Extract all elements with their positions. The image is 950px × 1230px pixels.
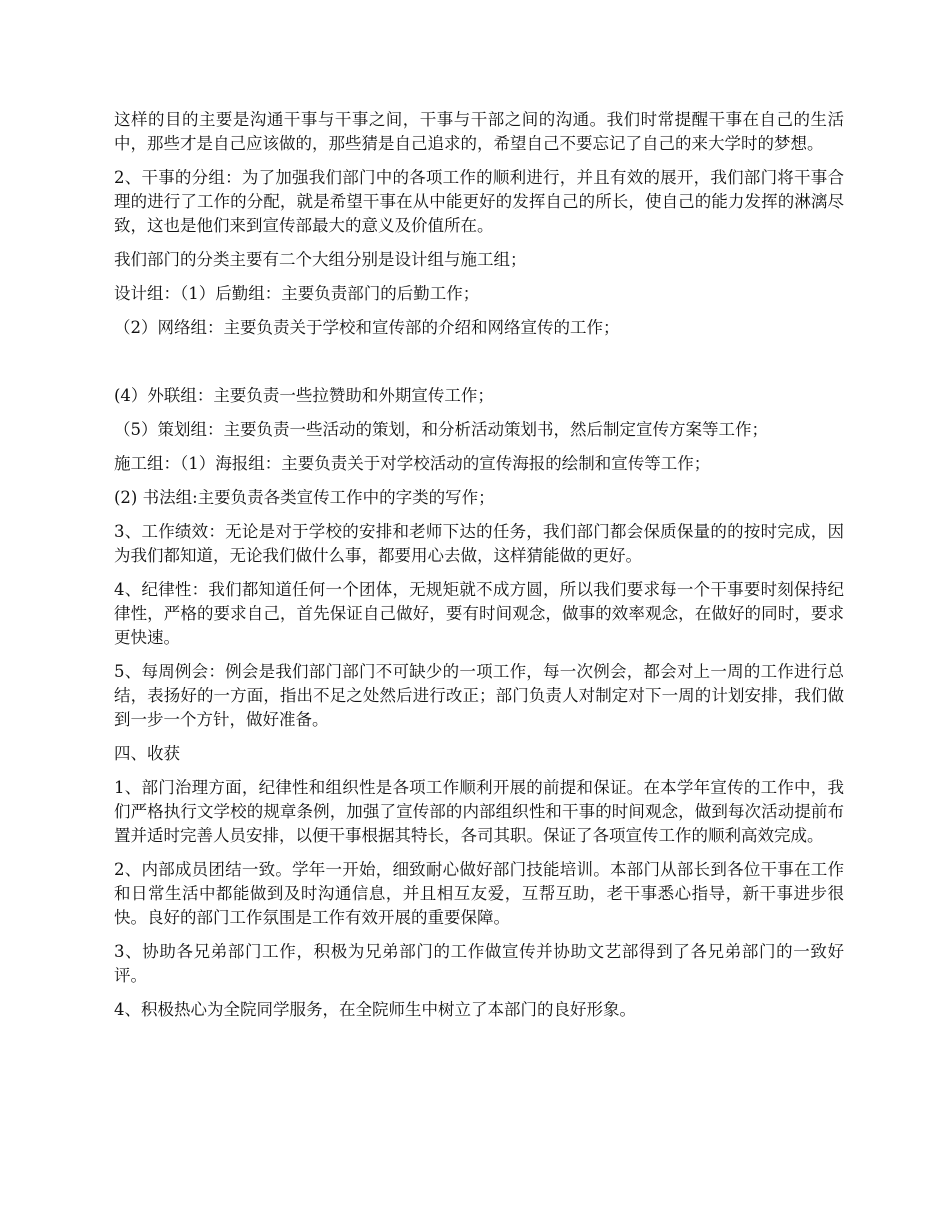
paragraph-design-logistics: 设计组：（1）后勤组：主要负责部门的后勤工作； xyxy=(114,284,480,303)
paragraph-planning-group: （5）策划组：主要负责一些活动的策划，和分析活动策划书，然后制定宣传方案等工作； xyxy=(114,420,768,439)
paragraph-network-group: （2）网络组：主要负责关于学校和宣传部的介绍和网络宣传的工作； xyxy=(114,318,620,337)
paragraph-harvest-assist: 3、协助各兄弟部门工作，积极为兄弟部门的工作做宣传并协助文艺部得到了各兄弟部门的一致好评。 xyxy=(114,942,844,985)
paragraph-grouping: 2、干事的分组：为了加强我们部门中的各项工作的顺利进行，并且有效的展开，我们部门将干事合理的进行了工作的分配，就是希望干事在从中能更好的发挥自己的所长，使自己的能力发挥的淋漓尽致，这也是他们来到宣传部最大的意义及价值所在。 xyxy=(114,168,844,235)
paragraph-calligraphy-group: (2) 书法组:主要负责各类宣传工作中的字类的写作； xyxy=(114,488,495,507)
section-heading-harvest: 四、收获 xyxy=(114,744,180,763)
paragraph-purpose: 这样的目的主要是沟通干事与干事之间，干事与干部之间的沟通。我们时常提醒干事在自己的生活中，那些才是自己应该做的，那些猜是自己追求的，希望自己不要忘记了自己的来大学时的梦想。 xyxy=(114,110,844,153)
paragraph-liaison-group: (4）外联组：主要负责一些拉赞助和外期宣传工作； xyxy=(114,386,494,405)
paragraph-harvest-management: 1、部门治理方面，纪律性和组织性是各项工作顺利开展的前提和保证。在本学年宣传的工作中，我们严格执行文学校的规章条例，加强了宣传部的内部组织性和干事的时间观念，做到每次活动提前布置并适时完善人员安排，以便干事根据其特长，各司其职。保证了各项宣传工作的顺利高效完成。 xyxy=(114,778,844,845)
document-page xyxy=(114,108,844,1032)
paragraph-performance: 3、工作绩效：无论是对于学校的安排和老师下达的任务，我们部门都会保质保量的的按时完成，因为我们都知道，无论我们做什么事，都要用心去做，这样猜能做的更好。 xyxy=(114,522,844,565)
blank-gap xyxy=(114,350,844,384)
paragraph-discipline: 4、纪律性：我们都知道任何一个团体，无规矩就不成方圆，所以我们要求每一个干事要时刻保持纪律性，严格的要求自己，首先保证自己做好，要有时间观念，做事的效率观念，在做好的同时，要求更快速。 xyxy=(114,580,844,647)
paragraph-weekly-meeting: 5、每周例会：例会是我们部门部门不可缺少的一项工作，每一次例会，都会对上一周的工作进行总结，表扬好的一方面，指出不足之处然后进行改正；部门负责人对制定对下一周的计划安排，我们做到一步一个方针，做好准备。 xyxy=(114,662,844,729)
paragraph-construction-poster: 施工组：（1）海报组：主要负责关于对学校活动的宣传海报的绘制和宣传等工作； xyxy=(114,454,711,473)
paragraph-harvest-service: 4、积极热心为全院同学服务，在全院师生中树立了本部门的良好形象。 xyxy=(114,1000,636,1019)
paragraph-categories: 我们部门的分类主要有二个大组分别是设计组与施工组； xyxy=(114,250,527,269)
paragraph-harvest-unity: 2、内部成员团结一致。学年一开始，细致耐心做好部门技能培训。本部门从部长到各位干事在工作和日常生活中都能做到及时沟通信息，并且相互友爱，互帮互助，老干事悉心指导，新干事进步很快。良好的部门工作氛围是工作有效开展的重要保障。 xyxy=(114,860,844,927)
